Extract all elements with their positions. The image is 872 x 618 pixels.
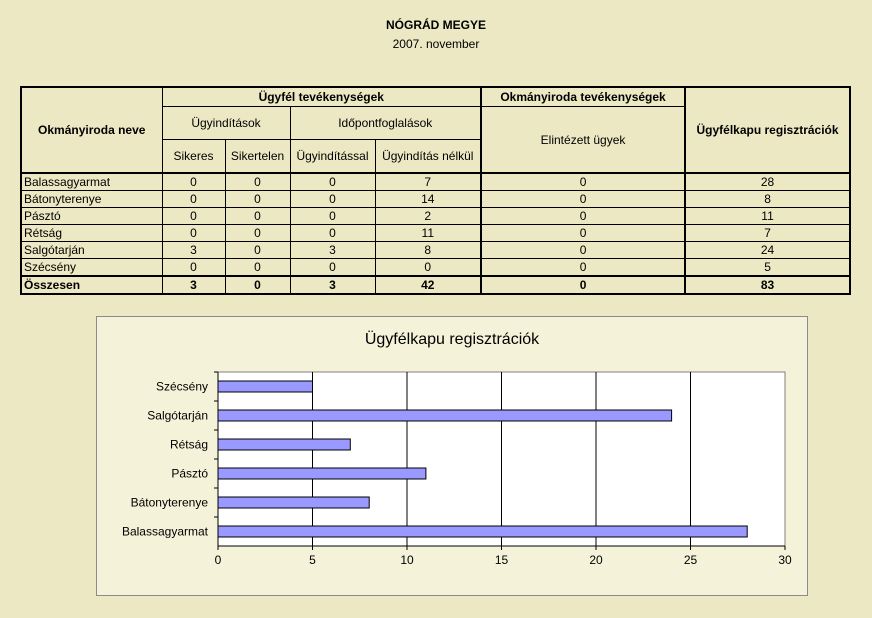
x-tick-label: 25: [683, 553, 698, 567]
cell-handled-cases: 0: [481, 225, 685, 242]
cell-failed: 0: [225, 173, 290, 191]
x-tick-label: 30: [778, 553, 792, 567]
header-without-case-start: Ügyindítás nélkül: [375, 140, 481, 174]
cell-portal-registrations: 24: [685, 242, 850, 259]
cell-without-case-start: 11: [375, 225, 481, 242]
bar: [218, 381, 313, 392]
cell-successful: 0: [162, 191, 225, 208]
header-appointments: Időpontfoglalások: [290, 107, 481, 140]
cell-with-case-start: 0: [290, 173, 375, 191]
header-successful: Sikeres: [162, 140, 225, 174]
cell-without-case-start: 0: [375, 259, 481, 277]
table-row: [21, 191, 850, 208]
cell-handled-cases: 0: [481, 191, 685, 208]
table-row: [21, 173, 850, 191]
bar: [218, 468, 426, 479]
total-row: [21, 276, 850, 294]
total-without-case-start: 42: [375, 276, 481, 294]
y-tick-label: Bátonyterenye: [130, 495, 208, 510]
header-office-name: Okmányiroda neve: [21, 87, 162, 173]
y-tick-label: Rétság: [169, 437, 208, 452]
cell-portal-registrations: 28: [685, 173, 850, 191]
total-handled-cases: 0: [481, 276, 685, 294]
x-tick-label: 20: [589, 553, 603, 567]
cell-office-name: Szécsény: [21, 259, 162, 277]
bar: [218, 439, 350, 450]
cell-successful: 3: [162, 242, 225, 259]
cell-with-case-start: 0: [290, 191, 375, 208]
header-client-activities: Ügyfél tevékenységek: [162, 87, 481, 107]
x-tick-label: 0: [214, 553, 222, 567]
y-tick-label: Szécsény: [155, 379, 208, 394]
cell-handled-cases: 0: [481, 259, 685, 277]
table-row: [21, 225, 850, 242]
table-row: [21, 242, 850, 259]
cell-without-case-start: 2: [375, 208, 481, 225]
cell-failed: 0: [225, 191, 290, 208]
cell-handled-cases: 0: [481, 208, 685, 225]
cell-office-name: Salgótarján: [21, 242, 162, 259]
cell-portal-registrations: 11: [685, 208, 850, 225]
header-portal-registrations: Ügyfélkapu regisztrációk: [685, 87, 850, 173]
cell-handled-cases: 0: [481, 173, 685, 191]
cell-with-case-start: 0: [290, 259, 375, 277]
x-tick-label: 10: [400, 553, 414, 567]
x-tick-label: 5: [309, 553, 316, 567]
cell-without-case-start: 8: [375, 242, 481, 259]
cell-with-case-start: 3: [290, 242, 375, 259]
cell-failed: 0: [225, 242, 290, 259]
cell-without-case-start: 14: [375, 191, 481, 208]
cell-office-name: Bátonyterenye: [21, 191, 162, 208]
table-row: [21, 259, 850, 277]
header-with-case-start: Ügyindítással: [290, 140, 375, 174]
cell-office-name: Rétság: [21, 225, 162, 242]
y-tick-label: Salgótarján: [147, 408, 208, 423]
cell-failed: 0: [225, 208, 290, 225]
header-case-starts: Ügyindítások: [162, 107, 290, 140]
cell-handled-cases: 0: [481, 242, 685, 259]
cell-with-case-start: 0: [290, 208, 375, 225]
cell-portal-registrations: 5: [685, 259, 850, 277]
cell-successful: 0: [162, 208, 225, 225]
cell-office-name: Pásztó: [21, 208, 162, 225]
cell-successful: 0: [162, 259, 225, 277]
cell-office-name: Balassagyarmat: [21, 173, 162, 191]
header-handled-cases: Elintézett ügyek: [481, 107, 685, 174]
total-successful: 3: [162, 276, 225, 294]
bar-chart: [96, 316, 808, 596]
chart-plot: [97, 317, 807, 595]
header-failed: Sikertelen: [225, 140, 290, 174]
cell-failed: 0: [225, 225, 290, 242]
y-tick-label: Pásztó: [171, 466, 208, 481]
total-with-case-start: 3: [290, 276, 375, 294]
bar: [218, 526, 747, 537]
total-failed: 0: [225, 276, 290, 294]
bar: [218, 410, 672, 421]
total-portal-registrations: 83: [685, 276, 850, 294]
cell-without-case-start: 7: [375, 173, 481, 191]
cell-with-case-start: 0: [290, 225, 375, 242]
cell-successful: 0: [162, 225, 225, 242]
total-label: Összesen: [21, 276, 162, 294]
page-subtitle: 2007. november: [392, 37, 480, 51]
statistics-table: [20, 86, 851, 295]
cell-successful: 0: [162, 173, 225, 191]
header-office-activities: Okmányiroda tevékenységek: [481, 87, 685, 107]
table-row: [21, 208, 850, 225]
cell-portal-registrations: 8: [685, 191, 850, 208]
cell-failed: 0: [225, 259, 290, 277]
y-tick-label: Balassagyarmat: [121, 524, 208, 539]
cell-portal-registrations: 7: [685, 225, 850, 242]
bar: [218, 497, 369, 508]
x-tick-label: 15: [494, 553, 509, 567]
page-title: NÓGRÁD MEGYE: [385, 18, 486, 32]
chart-title: Ügyfélkapu regisztrációk: [364, 331, 540, 348]
